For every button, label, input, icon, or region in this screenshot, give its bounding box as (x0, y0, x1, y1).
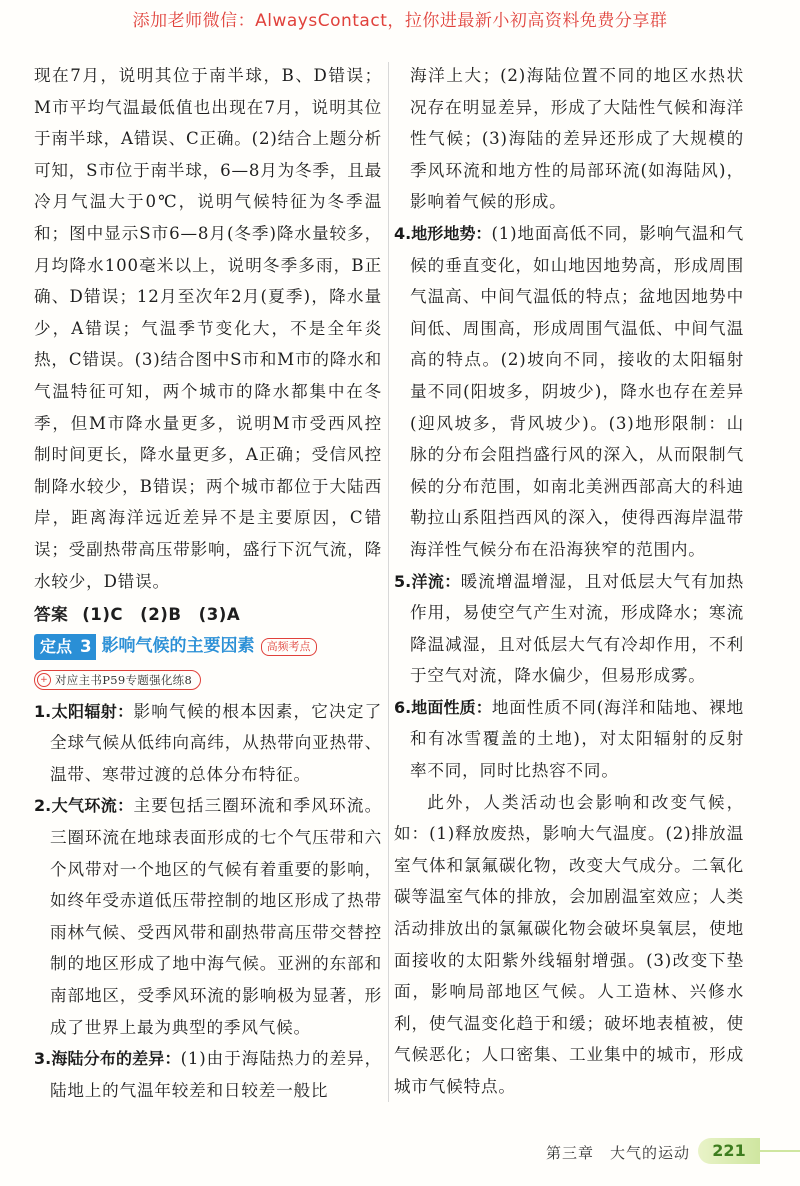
page-footer (0, 1138, 800, 1166)
answer-label: 答案 (34, 605, 69, 625)
section-badge: 高频考点 (261, 638, 317, 656)
section-title: 影响气候的主要因素 (101, 635, 255, 656)
factor-term: 4.地形地势： (394, 223, 492, 243)
answer-values: (1)C (2)B (3)A (82, 605, 241, 625)
factor-text: (1)由于海陆热力的差异，陆地上的气温年较差和日较差一般比 (50, 1049, 382, 1100)
factor-item-solar (34, 696, 382, 791)
factor-item-land-sea-continued: 海洋上大；(2)海陆位置不同的地区水热状况存在明显差异，形成了大陆性气候和海洋性气候；(3)海陆的差异还形成了大规模的季风环流和地方性的局部环流(如海陆风)，影响着气候的形成。 (410, 66, 744, 212)
section-number: 3 (76, 634, 96, 660)
watermark-text: 添加老师微信：AlwaysContact，拉你进最新小初高资料免费分享群 (132, 11, 668, 31)
chapter-title: 第三章 大气的运动 (545, 1144, 690, 1162)
factor-item-surface (394, 692, 744, 787)
right-column (394, 60, 744, 1103)
factor-item-circulation (34, 790, 382, 1043)
section-label: 定点 (34, 634, 76, 660)
arrow-circle-icon: + (37, 673, 51, 687)
left-column (34, 60, 382, 1106)
factor-text: 主要包括三圈环流和季风环流。三圈环流在地球表面形成的七个气压带和六个风带对一个地区的气候有着重要的影响，如终年受赤道低压带控制的地区形成了热带雨林气候、受西风带和副热带高压带交替控制的地区形成了地中海气候。亚洲的东部和南部地区，受季风环流的影响极为显著，形成了世界上最为典型的季风气候。 (50, 796, 382, 1037)
factor-term: 6.地面性质： (394, 697, 492, 717)
human-activity-paragraph: 此外，人类活动也会影响和改变气候，如：(1)释放废热，影响大气温度。(2)排放温室气体和氯氟碳化物，改变大气成分。二氧化碳等温室气体的排放，会加剧温室效应；人类活动排放出的氯氟碳化物会破坏臭氧层，使地面接收的太阳紫外线辐射增强。(3)改变下垫面，影响局部地区气候。人工造林、兴修水利，使气温变化趋于和缓；破坏地表植被，使气候恶化；人口密集、工业集中的城市，形成城市气候特点。 (394, 792, 744, 1096)
factor-term: 3.海陆分布的差异： (34, 1049, 181, 1069)
answer-line (34, 599, 382, 631)
factor-term: 5.洋流： (394, 571, 461, 591)
factor-item-land-sea (34, 1043, 382, 1106)
page-number: 221 (698, 1138, 760, 1164)
factor-term: 1.太阳辐射： (34, 701, 134, 721)
factor-item-terrain (394, 218, 744, 566)
factor-text: 影响气候的根本因素，它决定了全球气候从低纬向高纬，从热带向亚热带、温带、寒带过渡的总体分布特征。 (50, 701, 382, 784)
factor-item-ocean-current (394, 566, 744, 692)
reference-text: 对应主书P59专题强化练8 (55, 672, 193, 687)
factor-text: 暖流增温增湿，且对低层大气有加热作用，易使空气产生对流，形成降水；寒流降温减湿，且对低层大气有冷却作用，不利于空气对流，降水偏少，但易形成雾。 (410, 571, 744, 686)
factor-text: (1)地面高低不同，影响气温和气候的垂直变化，如山地因地势高，形成周围气温高、中间气温低的特点；盆地因地势中间低、周围高，形成周围气温低、中间气温高的特点。(2)坡向不同，接收的太阳辐射量不同(阳坡多，阴坡少)，降水也存在差异(迎风坡多，背风坡少)。(3)地形限制：山脉的分布会阻挡盛行风的深入，从而限制气候的分布范围，如南北美洲西部高大的科迪勒拉山系阻挡西风的深入，使得西海岸温带海洋性气候分布在沿海狭窄的范围内。 (410, 223, 744, 559)
factor-text: 地面性质不同(海洋和陆地、裸地和有冰雪覆盖的土地)，对太阳辐射的反射率不同，同时比热容不同。 (410, 697, 744, 781)
reference-note (34, 670, 201, 690)
explanation-paragraph: 现在7月，说明其位于南半球，B、D错误；M市平均气温最低值也出现在7月，说明其位于南半球，A错误、C正确。(2)结合上题分析可知，S市位于南半球，6—8月为冬季，且最冷月气温大于0℃，说明气候特征为冬季温和；图中显示S市6—8月(冬季)降水量较多，月均降水100毫米以上，说明冬季多雨，B正确、D错误；12月至次年2月(夏季)，降水量少，A错误；气温季节变化大，不是全年炎热，C错误。(3)结合图中S市和M市的降水和气温特征可知，两个城市的降水都集中在冬季，但M市降水量更多，说明M市受西风控制时间更长，降水量更多，A正确；受信风控制降水较少，B错误；两个城市都位于大陆西岸，距离海洋远近差异不是主要原因，C错误；受副热带高压带影响，盛行下沉气流，降水较少，D错误。 (34, 66, 382, 591)
column-divider (388, 62, 389, 1102)
factor-term: 2.大气环流： (34, 796, 134, 816)
footer-rule (760, 1150, 800, 1152)
section-heading (34, 633, 382, 661)
